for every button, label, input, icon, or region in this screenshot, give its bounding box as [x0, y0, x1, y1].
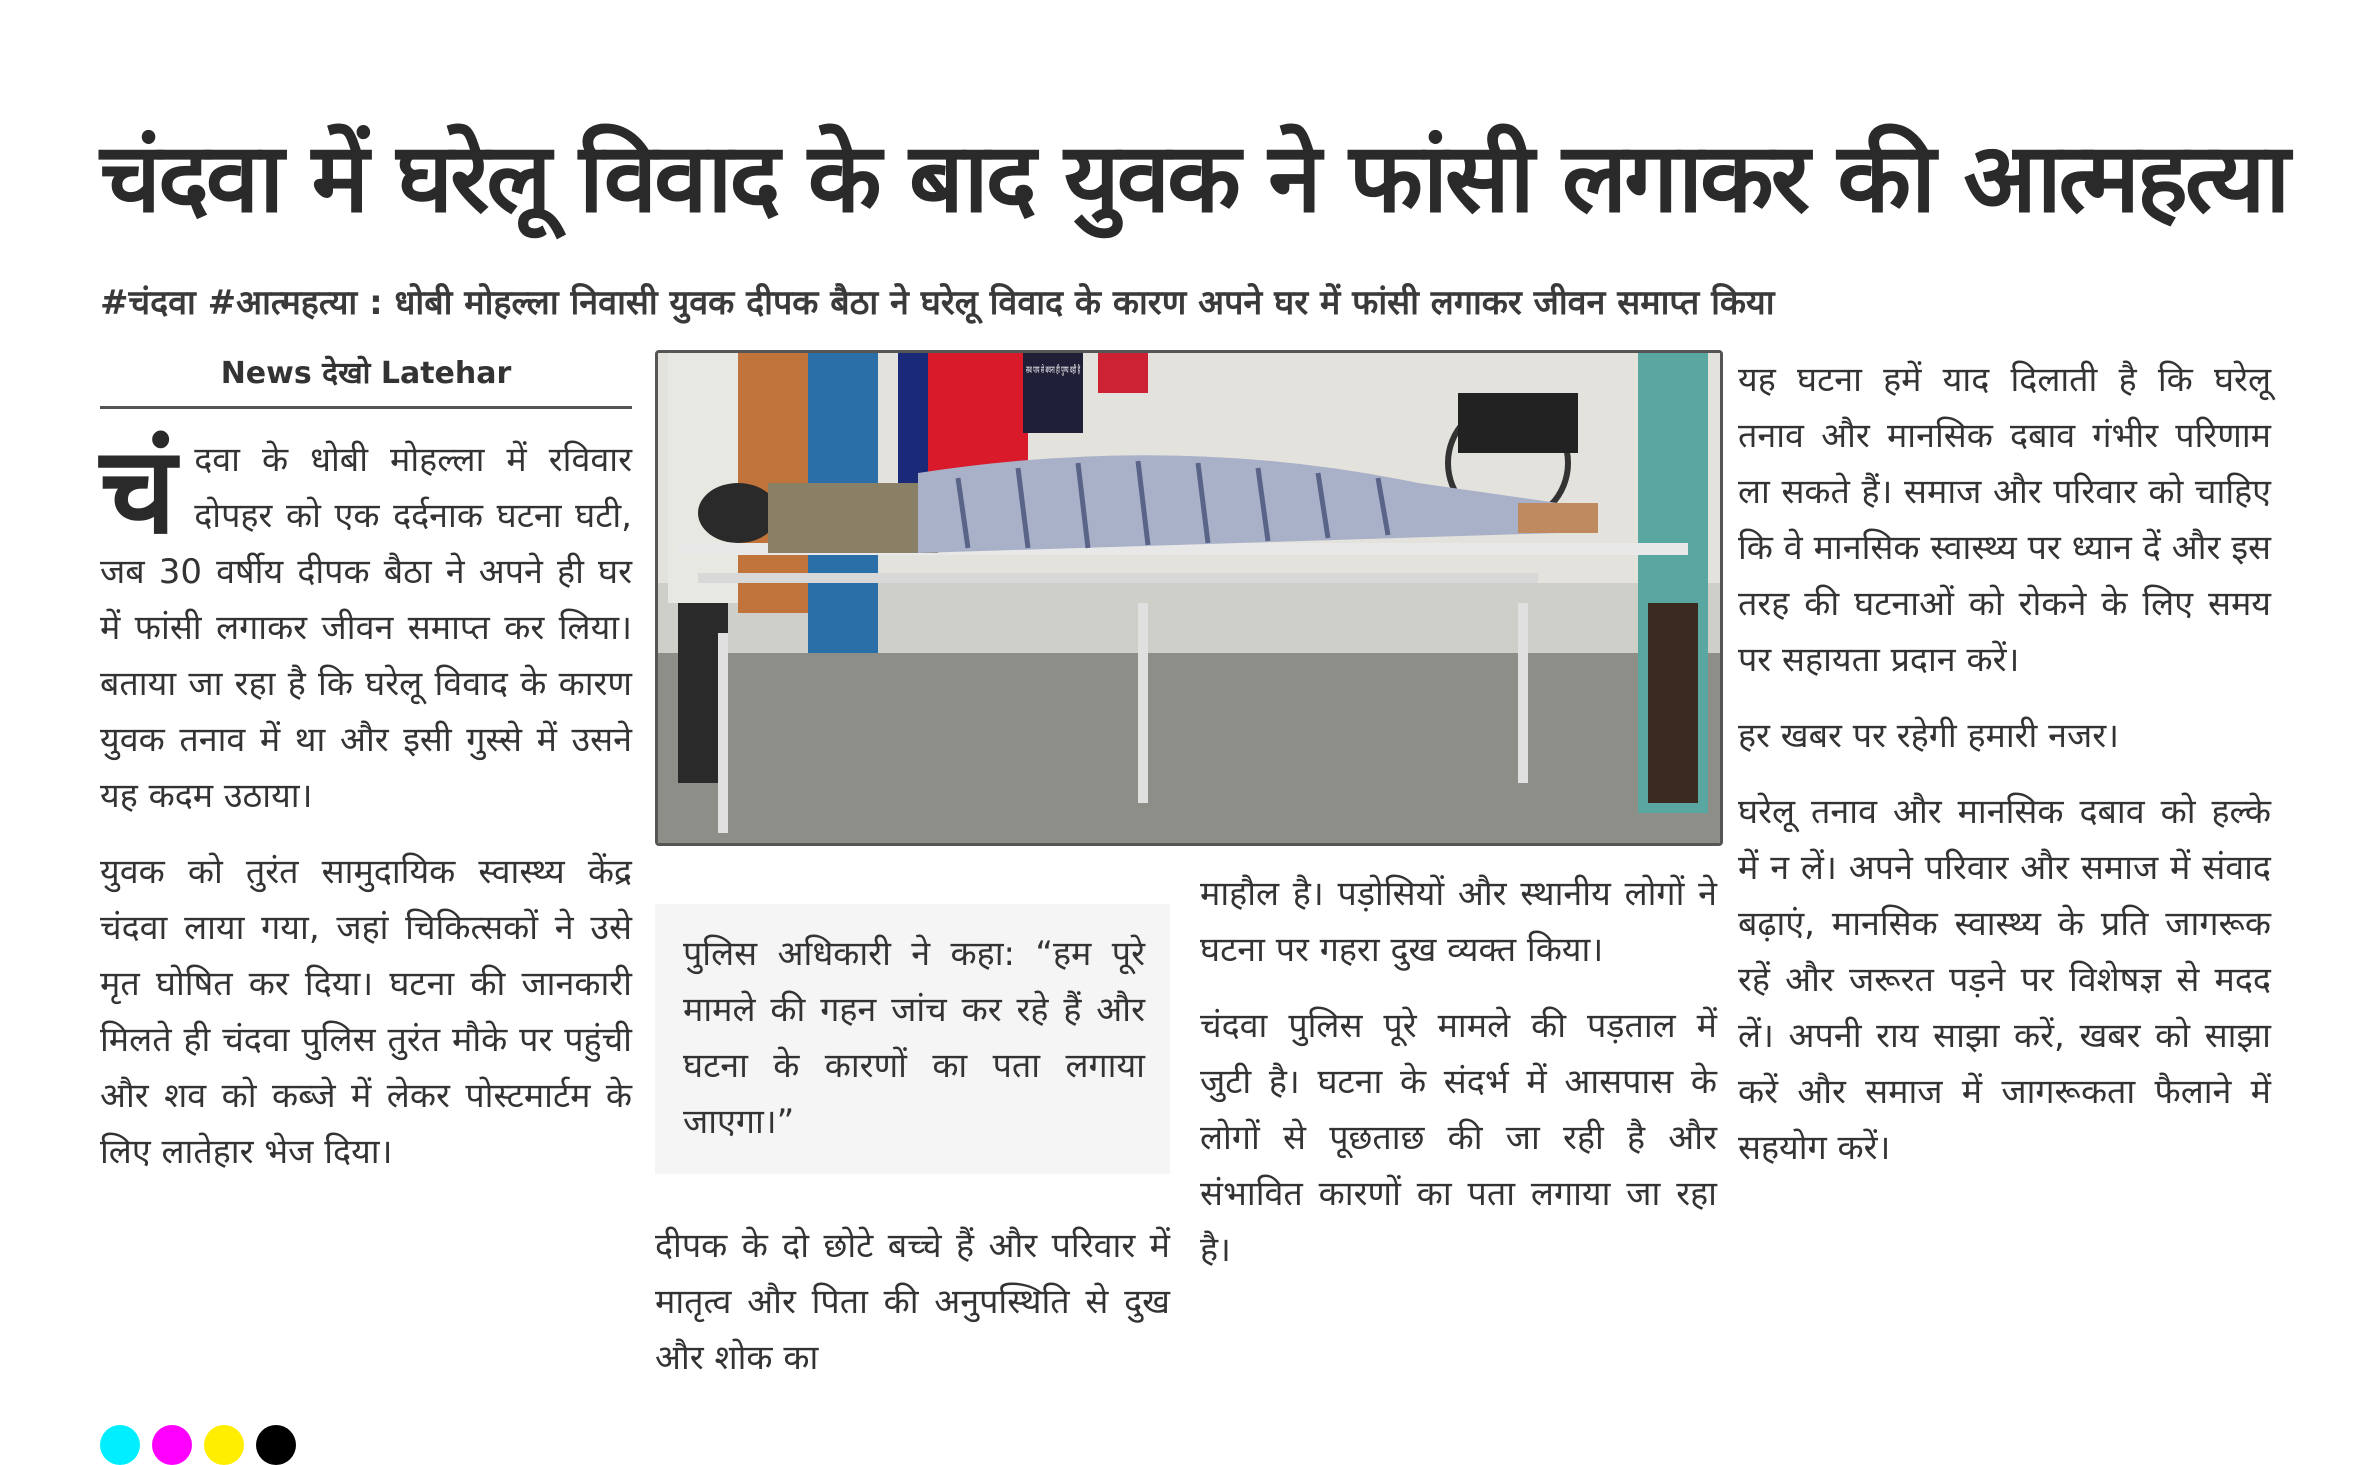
quote-text: पुलिस अधिकारी ने कहा: “हम पूरे मामले की गहन जांच कर रहे हैं और घटना के कारणों का पता लगाया जाएगा।”: [683, 934, 1145, 1142]
drop-cap: चं: [100, 422, 177, 561]
paragraph: माहौल है। पड़ोसियों और स्थानीय लोगों ने घटना पर गहरा दुख व्यक्त किया।: [1200, 874, 1717, 970]
byline: News देखो Latehar: [220, 356, 512, 391]
cmyk-yellow-dot: [204, 1425, 244, 1465]
paragraph: हर खबर पर रहेगी हमारी नजर।: [1738, 716, 2120, 756]
paragraph: यह घटना हमें याद दिलाती है कि घरेलू तनाव और मानसिक दबाव गंभीर परिणाम ला सकते हैं। समाज और परिवार को चाहिए कि वे मानसिक स्वास्थ्य पर ध्यान दें और इस तरह की घटनाओं को रोकने के लिए समय पर सहायता प्रदान करें।: [1738, 360, 2271, 680]
article-column-3: [1200, 866, 1717, 1298]
cmyk-magenta-dot: [152, 1425, 192, 1465]
news-photo: [655, 350, 1723, 846]
byline-divider: [100, 406, 632, 409]
subheadline: #चंदवा #आत्महत्या : धोबी मोहल्ला निवासी युवक दीपक बैठा ने घरेलू विवाद के कारण अपने घर में फांसी लगाकर जीवन समाप्त किया: [100, 283, 1775, 323]
wall-sign-text: [1026, 364, 1080, 376]
paragraph: दीपक के दो छोटे बच्चे हैं और परिवार में मातृत्व और पिता की अनुपस्थिति से दुख और शोक का: [655, 1226, 1170, 1378]
cmyk-black-dot: [256, 1425, 296, 1465]
headline: चंदवा में घरेलू विवाद के बाद युवक ने फांसी लगाकर की आत्महत्या: [100, 122, 2288, 234]
paragraph: घरेलू तनाव और मानसिक दबाव को हल्के में न लें। अपने परिवार और समाज में संवाद बढ़ाएं, मानसिक स्वास्थ्य के प्रति जागरूक रहें और जरूरत पड़ने पर विशेषज्ञ से मदद लें। अपनी राय साझा करें, खबर को साझा करें और समाज में जागरूकता फैलाने में सहयोग करें।: [1738, 792, 2271, 1168]
article-column-1: [100, 422, 632, 1200]
paragraph: चंदवा पुलिस पूरे मामले की पड़ताल में जुटी है। घटना के संदर्भ में आसपास के लोगों से पूछताछ की जा रही है और संभावित कारणों का पता लगाया जा रहा है।: [1200, 1006, 1717, 1270]
hospital-stretcher-photo: [658, 353, 1720, 843]
paragraph: युवक को तुरंत सामुदायिक स्वास्थ्य केंद्र चंदवा लाया गया, जहां चिकित्सकों ने उसे मृत घोषित कर दिया। घटना की जानकारी मिलते ही चंदवा पुलिस तुरंत मौके पर पहुंची और शव को कब्जे में लेकर पोस्टमार्टम के लिए लातेहार भेज दिया।: [100, 852, 632, 1172]
pull-quote: [655, 904, 1170, 1174]
article-column-2: [655, 1218, 1170, 1406]
article-column-4: [1738, 352, 2271, 1196]
paragraph: दवा के धोबी मोहल्ला में रविवार दोपहर को एक दर्दनाक घटना घटी, जब 30 वर्षीय दीपक बैठा ने अपने ही घर में फांसी लगाकर जीवन समाप्त कर लिया। बताया जा रहा है कि घरेलू विवाद के कारण युवक तनाव में था और इसी गुस्से में उसने यह कदम उठाया।: [100, 440, 632, 816]
cmyk-cyan-dot: [100, 1425, 140, 1465]
